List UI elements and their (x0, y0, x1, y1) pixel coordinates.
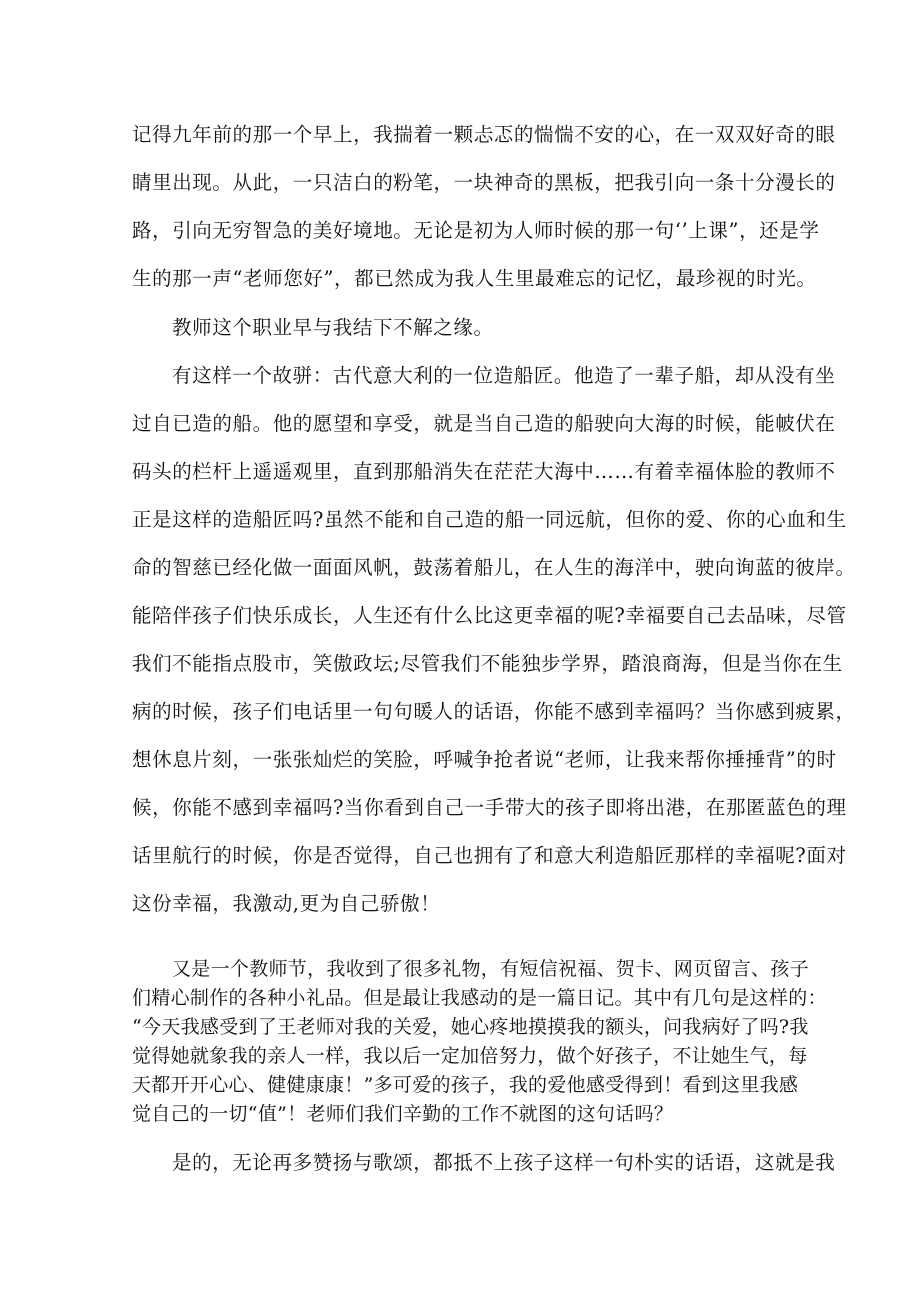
text-line: 话里航行的时候，你是否觉得，自己也拥有了和意大利造船匠那样的幸福呢?面对 (132, 844, 847, 867)
text-line: 想休息片刻，一张张灿烂的笑脸，呼喊争抢者说“老师，让我来帮你捶捶背”的时 (132, 748, 837, 771)
text-line: 这份幸福，我激动,更为自己骄傲！ (132, 892, 441, 915)
text-line: 生的那一声“老师您好”，都已然成为我人生里最难忘的记忆，最珍视的时光。 (132, 267, 817, 290)
text-line: 码头的栏杆上遥遥观里，直到那船消失在茫茫大海中……有着幸福体脸的教师不 (132, 460, 836, 483)
text-line: 过自已造的船。他的愿望和享受，就是当自己造的船驶向大海的时候，能帔伏在 (132, 412, 836, 435)
text-line: 觉得她就象我的亲人一样，我以后一定加倍努力，做个好孩子，不让她生气，每 (132, 1045, 808, 1067)
text-line: 我们不能指点股市，笑傲政坛;尽管我们不能独步学界，踏浪商海，但是当你在生 (132, 652, 843, 675)
text-line: 教师这个职业早与我结下不解之缘。 (172, 316, 494, 339)
text-line: 们精心制作的各种小礼品。但是最让我感动的是一篇日记。其中有几句是这样的： (132, 987, 827, 1009)
text-line: 记得九年前的那一个早上，我揣着一颗忐忑的惴惴不安的心，在一双双好奇的眼 (132, 123, 836, 146)
text-line: 天都开开心心、健健康康！”多可爱的孩子，我的爱他感受得到！看到这里我感 (132, 1074, 799, 1096)
text-line: 觉自己的一切“值”！老师们我们辛勤的工作不就图的这句话吗？ (132, 1103, 674, 1125)
text-line: 是的，无论再多赞扬与歌颂，都抵不上孩子这样一句朴实的话语，这就是我 (172, 1151, 836, 1174)
text-line: 有这样一个故骈：古代意大利的一位造船匠。他造了一辈子船，却从没有坐 (172, 364, 836, 387)
text-line: 能陪伴孩子们快乐成长，人生还有什么比这更幸福的呢?幸福要自己去品味，尽管 (132, 604, 847, 627)
text-line: 睛里出现。从此，一只洁白的粉笔，一块神奇的黑板，把我引向一条十分漫长的 (132, 171, 836, 194)
text-line: 正是这样的造船匠吗?虽然不能和自己造的船一同远航，但你的爱、你的心血和生 (132, 508, 847, 531)
text-line: 候，你能不感到幸福吗?当你看到自己一手带大的孩子即将出港，在那匿蓝色的理 (132, 796, 847, 819)
text-line: 病的时候，孩子们电话里一句句暖人的话语，你能不感到幸福吗？当你感到疲累， (132, 700, 856, 723)
text-line: 命的智慈已经化做一面面风帆，鼓荡着船儿，在人生的海洋中，驶向询蓝的彼岸。 (132, 556, 856, 579)
text-line: 又是一个教师节，我收到了很多礼物，有短信祝福、贺卡、网页留言、孩子 (172, 958, 809, 980)
text-line: “今天我感受到了王老师对我的关爱，她心疼地摸摸我的额头，问我病好了吗?我 (132, 1016, 809, 1038)
text-line: 路，引向无穷智急的美好境地。无论是初为人师时候的那一句‘’上课”，还是学 (132, 219, 820, 242)
